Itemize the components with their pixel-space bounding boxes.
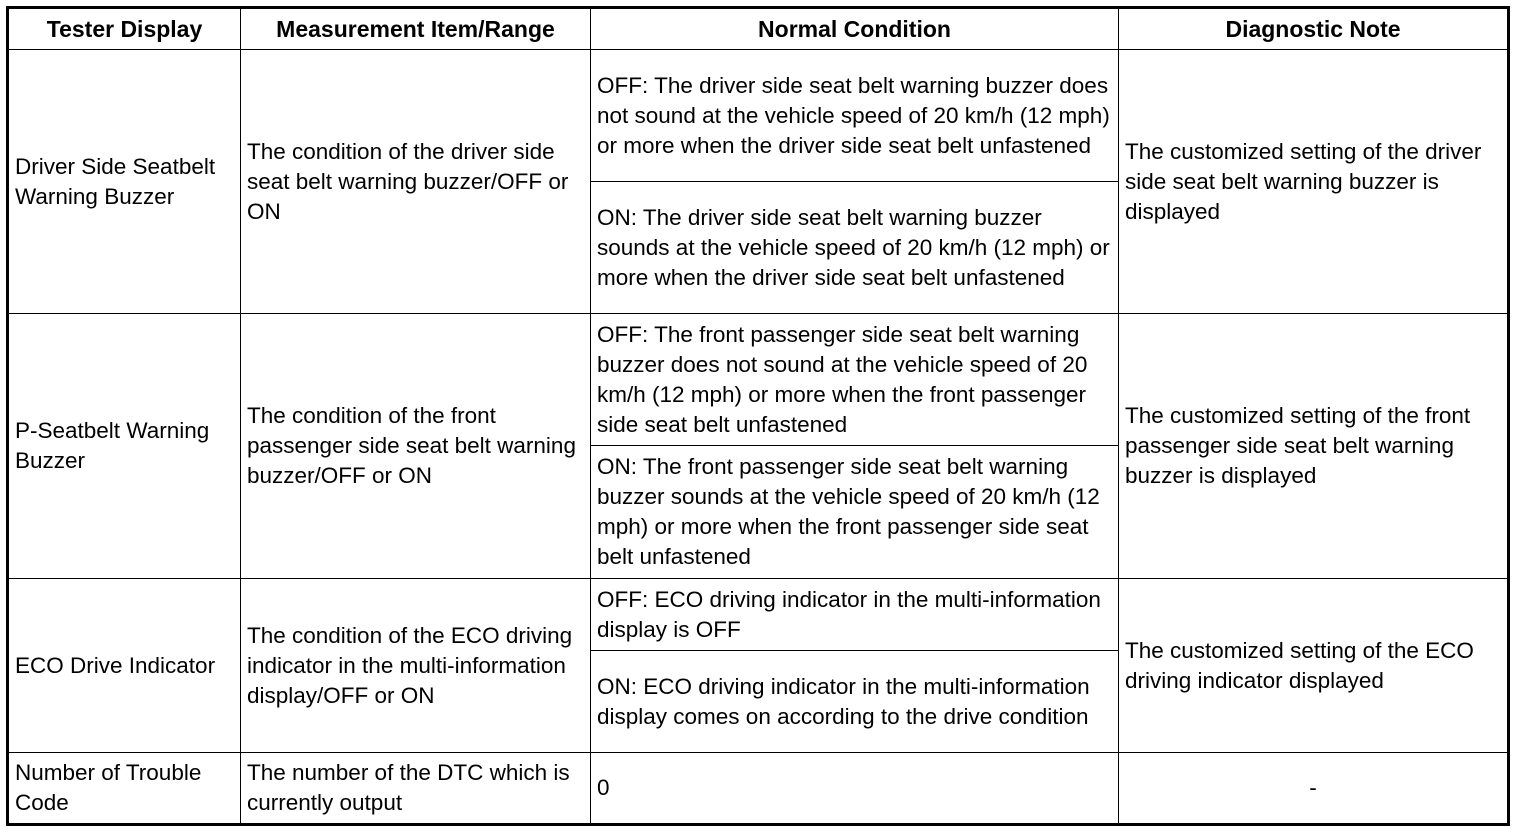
table-row [8,753,1509,825]
table-row [8,579,1509,651]
normal-condition-off: OFF: The front passenger side seat belt warning buzzer does not sound at the vehicle speed of 20 km/h (12 mph) or more when the front passenger side seat belt unfastened [591,314,1119,446]
measurement-cell: The condition of the ECO driving indicator in the multi-information display/OFF or ON [241,579,591,753]
table-row [8,314,1509,446]
table-row [8,50,1509,182]
measurement-cell: The condition of the front passenger side seat belt warning buzzer/OFF or ON [241,314,591,579]
tester-display-cell: Number of Trouble Code [8,753,241,825]
header-diagnostic-note: Diagnostic Note [1119,8,1509,50]
normal-condition-value: 0 [591,753,1119,825]
diagnostic-note-cell: The customized setting of the ECO driving indicator displayed [1119,579,1509,753]
diagnostic-note-cell: - [1119,753,1509,825]
normal-condition-on: ON: The front passenger side seat belt warning buzzer sounds at the vehicle speed of 20 km/h (12 mph) or more when the front passenger side seat belt unfastened [591,446,1119,579]
normal-condition-off: OFF: ECO driving indicator in the multi-information display is OFF [591,579,1119,651]
header-row [8,8,1509,50]
tester-display-cell: P-Seatbelt Warning Buzzer [8,314,241,579]
header-normal-condition: Normal Condition [591,8,1119,50]
normal-condition-on: ON: ECO driving indicator in the multi-information display comes on according to the drive condition [591,651,1119,753]
measurement-cell: The number of the DTC which is currently output [241,753,591,825]
measurement-cell: The condition of the driver side seat belt warning buzzer/OFF or ON [241,50,591,314]
diagnostic-note-cell: The customized setting of the driver side seat belt warning buzzer is displayed [1119,50,1509,314]
diagnostic-note-cell: The customized setting of the front passenger side seat belt warning buzzer is displayed [1119,314,1509,579]
normal-condition-on: ON: The driver side seat belt warning buzzer sounds at the vehicle speed of 20 km/h (12 mph) or more when the driver side seat belt unfastened [591,182,1119,314]
normal-condition-off: OFF: The driver side seat belt warning buzzer does not sound at the vehicle speed of 20 km/h (12 mph) or more when the driver side seat belt unfastened [591,50,1119,182]
tester-display-cell: ECO Drive Indicator [8,579,241,753]
header-tester-display: Tester Display [8,8,241,50]
diagnostic-data-table [6,6,1510,826]
tester-display-cell: Driver Side Seatbelt Warning Buzzer [8,50,241,314]
header-measurement: Measurement Item/Range [241,8,591,50]
